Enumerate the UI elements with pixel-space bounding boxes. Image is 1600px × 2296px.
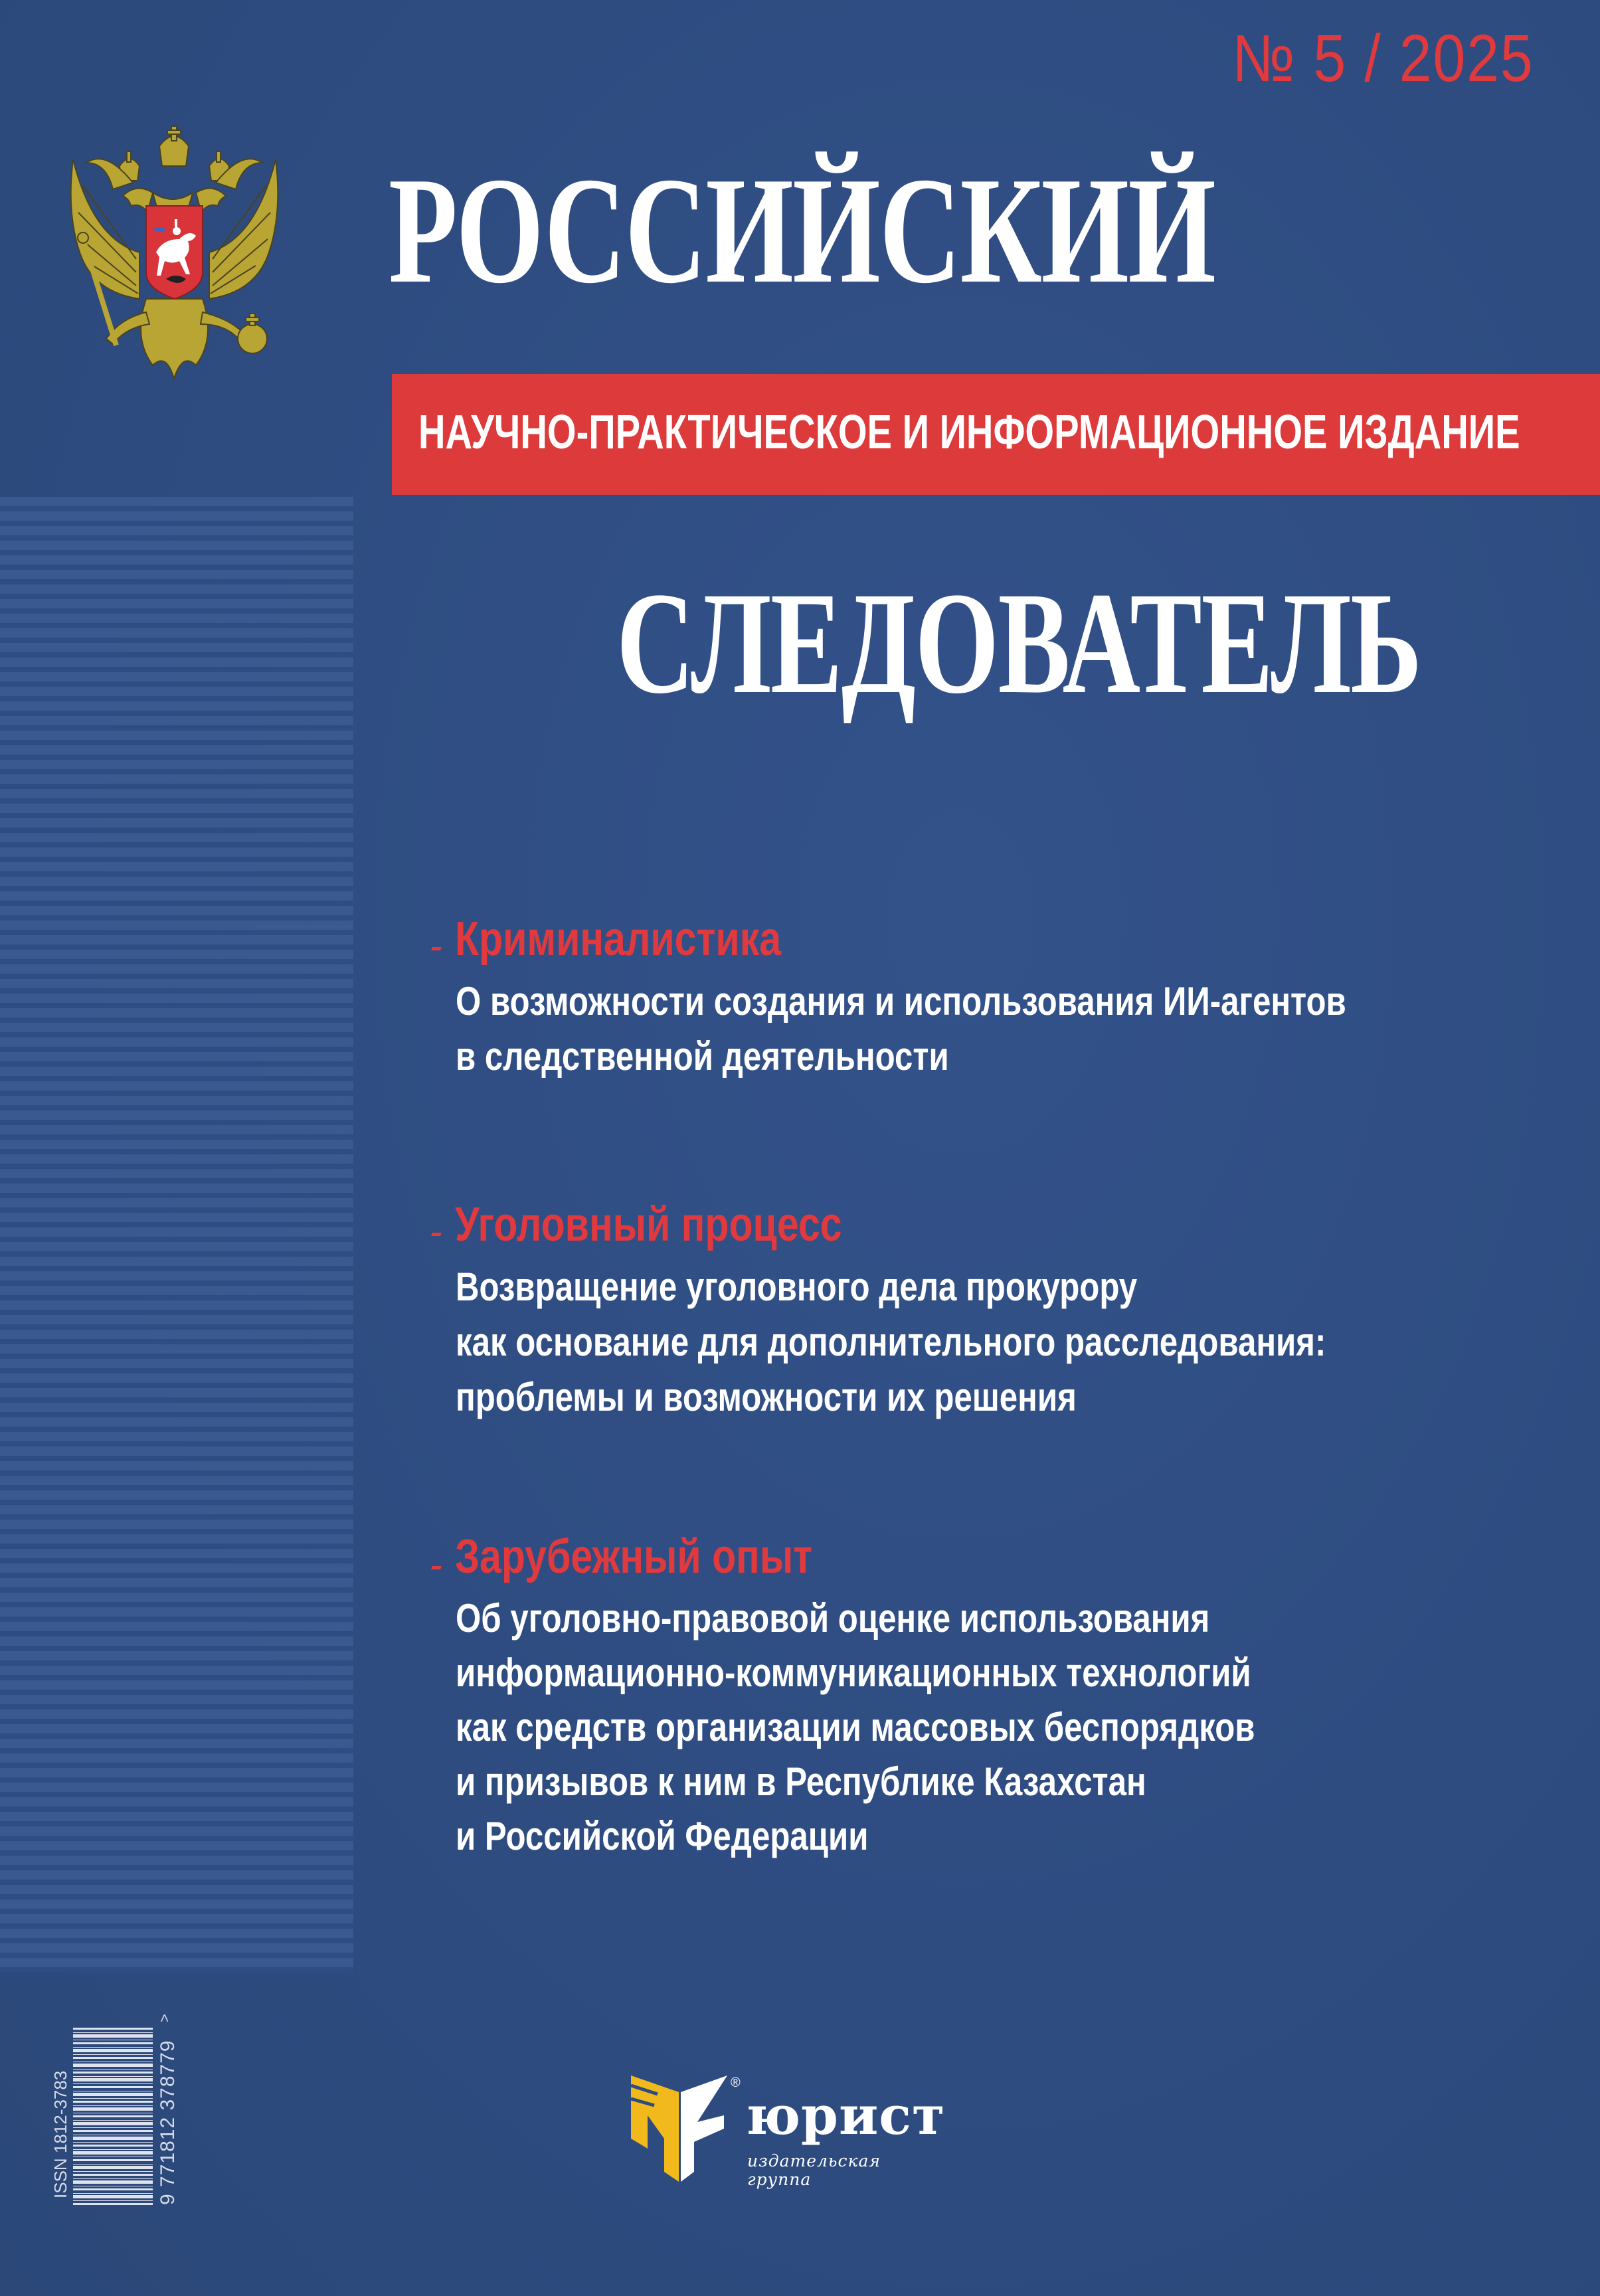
article-title bbox=[456, 1259, 1326, 1425]
barcode-arrow: > bbox=[156, 2014, 173, 2022]
article-title bbox=[456, 974, 1346, 1084]
article-title bbox=[456, 1591, 1255, 1864]
publisher-subtitle-line: издательская bbox=[747, 2151, 881, 2170]
barcode-digits: 9 771812 378779 bbox=[157, 2040, 179, 2205]
article-category: Зарубежный опыт bbox=[455, 1530, 813, 1583]
article-title-line: О возможности создания и использования ИИ-агентов bbox=[456, 979, 1346, 1023]
article-title-line: проблемы и возможности их решения bbox=[456, 1375, 1077, 1419]
article-title-line: в следственной деятельности bbox=[456, 1034, 949, 1079]
title-sledovatel: СЛЕДОВАТЕЛЬ bbox=[616, 562, 1421, 724]
publisher-subtitle-line: группа bbox=[747, 2170, 812, 2189]
barcode-bars-icon bbox=[73, 2026, 153, 2205]
bullet-dash-icon bbox=[431, 947, 442, 950]
bullet-dash-icon bbox=[431, 1566, 442, 1569]
article-title-line: информационно-коммуникационных технологий bbox=[456, 1650, 1251, 1695]
issn-barcode bbox=[46, 2012, 193, 2205]
article-title-line: и призывов к ним в Республике Казахстан bbox=[456, 1759, 1146, 1804]
bullet-dash-icon bbox=[431, 1233, 442, 1236]
article-title-line: как основание для дополнительного расследования: bbox=[456, 1320, 1326, 1364]
coat-of-arms-icon bbox=[53, 120, 296, 385]
decorative-stripes bbox=[0, 497, 353, 1973]
subtitle-text: НАУЧНО-ПРАКТИЧЕСКОЕ И ИНФОРМАЦИОННОЕ ИЗДАНИЕ bbox=[418, 406, 1520, 459]
issue-number: № 5 / 2025 bbox=[1231, 21, 1534, 96]
article-category: Криминалистика bbox=[455, 913, 782, 966]
book-logo-icon bbox=[631, 2075, 727, 2182]
publisher-subtitle bbox=[747, 2152, 881, 2189]
issn-label: ISSN 1812-3783 bbox=[50, 2070, 70, 2198]
article-title-line: Возвращение уголовного дела прокурору bbox=[456, 1265, 1138, 1309]
title-rossiyskiy: РОССИЙСКИЙ bbox=[389, 145, 1215, 315]
article-title-line: и Российской Федерации bbox=[456, 1814, 869, 1858]
article-title-line: как средств организации массовых беспорядков bbox=[456, 1705, 1255, 1749]
article-category: Уголовный процесс bbox=[455, 1198, 842, 1251]
article-title-line: Об уголовно-правовой оценке использования bbox=[456, 1596, 1210, 1640]
publisher-name: юрист bbox=[746, 2084, 946, 2147]
subtitle-banner bbox=[392, 374, 1600, 495]
publisher-logo bbox=[631, 2075, 976, 2188]
registered-mark: ® bbox=[731, 2075, 741, 2090]
